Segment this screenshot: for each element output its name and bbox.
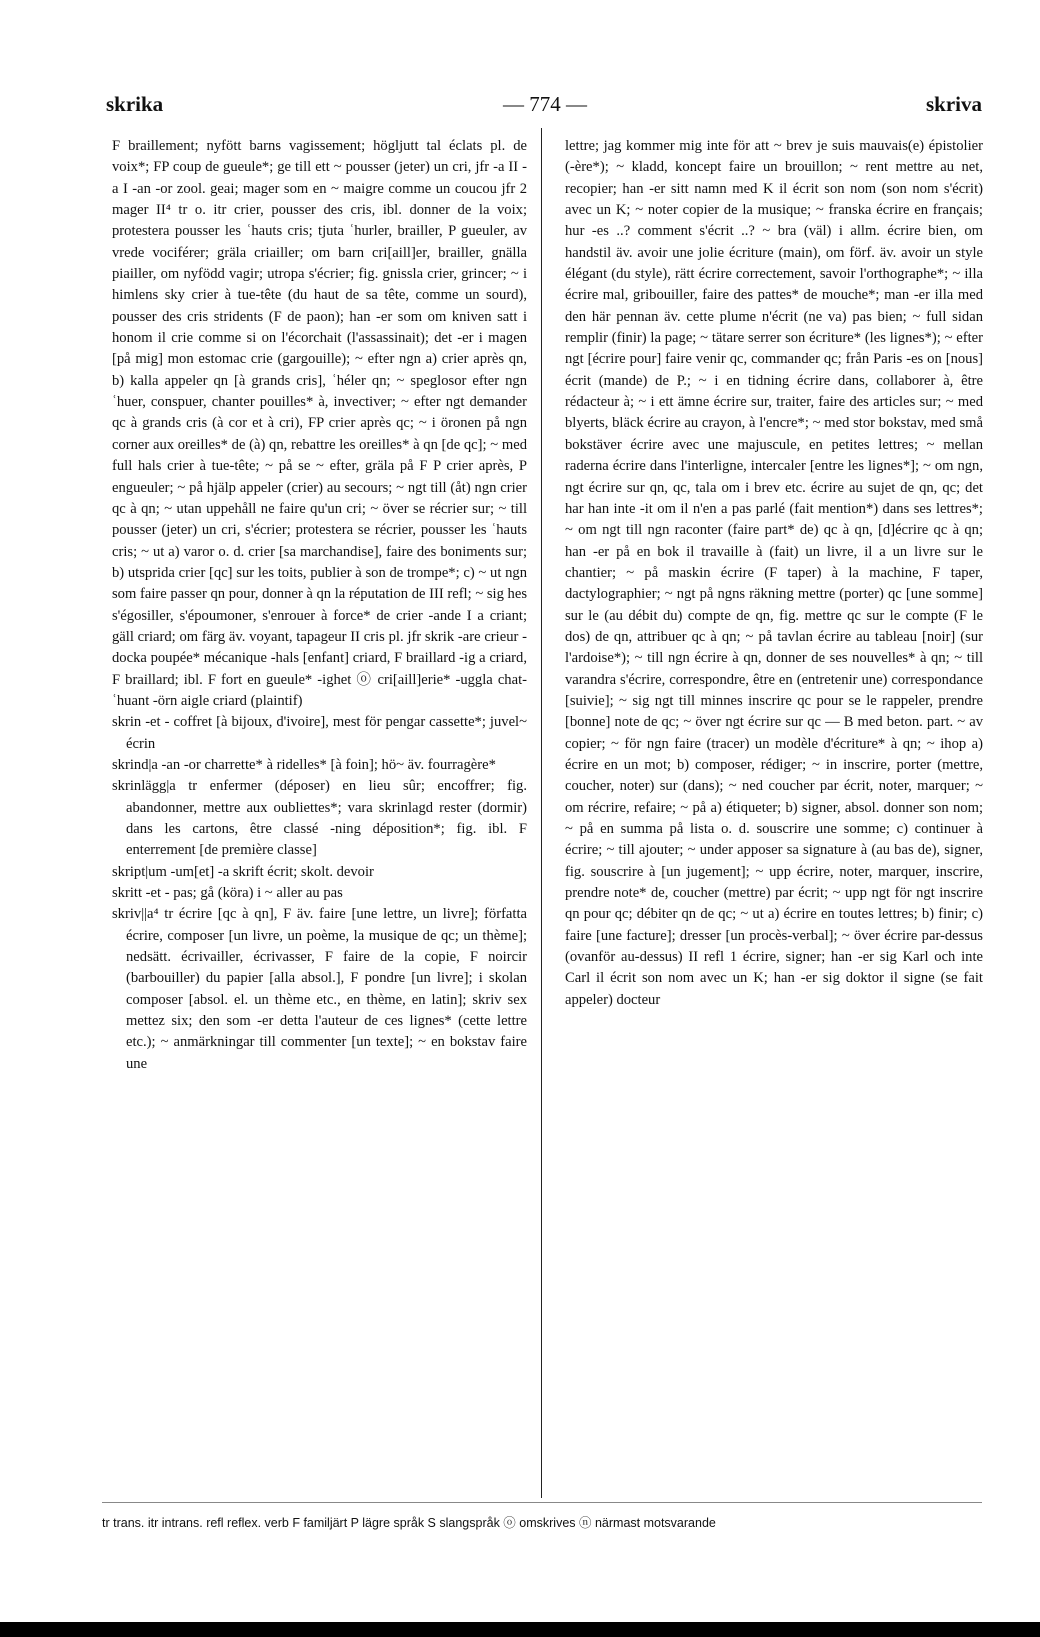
entry-skriva: skriv||a⁴ tr écrire [qc à qn], F äv. faire [une lettre, un livre]; författa écrire, composer [un livre, un poème, la musique de qc; un thème]; nedsätt. écrivailler, écrivasser, F faire de la copie, F noircir (barbouiller) du papier [alla absol.], F pondre [un livre]; i skolan composer [absol. el. un thème etc., en thème, en latin]; skriv sex mettez six; den som -er detta l'auteur de ces lignes* (cette lettre etc.); ~ anmärkningar till commenter [un texte]; ~ en bokstav faire une xyxy=(112,906,527,1072)
entry-skrika-continued: F braillement; nyfött barns vagissement; högljutt tal éclats pl. de voix*; FP coup de gueule*; ge till ett ~ pousser (jeter) un cri, jfr -a II -a I -an -or zool. geai; mager som en ~ maigre comme un coucou jfr 2 mager II⁴ tr o. itr crier, pousser des cris, ibl. donner de la voix; protestera pousser les ʿhauts cris; tjuta ʿhurler, brailler, P gueuler, av vrede vociférer; gräla criailler; om barn cri[aill]er, brailler, gnälla piailler, om nyfödd vagir; utropa s'écrier; fig. gnissla crier, grincer; ~ i himlens sky crier à tue-tête (du haut de sa tête, comme un sourd), pousser des cris stridents (F de paon); han -er som om kniven satt i honom il crie comme si on l'écorchait (l'assassinait); det -er i magen [på mig] mon estomac crie (gargouille); ~ efter ngn a) crier après qn, b) kalla appeler qn [à grands cris], ʿhéler qn; ~ speglosor efter ngn ʿhuer, conspuer, chanter pouilles* à, invectiver; ~ efter ngt demander qc à grands cris (à cor et à cri), FP crier après qc; ~ i öronen på ngn corner aux oreilles* de (à) qn, rebattre les oreilles* à qn [de qc]; ~ med full hals crier à tue-tête; ~ på se ~ efter, gräla på F P crier après, P engueuler; ~ på hjälp appeler (crier) au secours; ~ ngt till (åt) ngn crier qc à qn; ~ utan uppehåll ne faire qu'un cri; ~ över se récrier sur; ~ till pousser (jeter) un cri, s'écrier; protestera se récrier, pousser les ʿhauts cris; ~ ut a) varor o. d. crier [sa marchandise], faire des boniments sur; b) utsprida crier [qc] sur les toits, publier à son de trompe*; c) ~ ut ngn som faire passer qn pour, donner à qn la réputation de III refl; ~ sig hes s'égosiller, s'époumoner, s'enrouer à force* de crier -ande I a criant; gäll criard; om färg äv. voyant, tapageur II cris pl. jfr skrik -are crieur -docka poupée* mécanique -hals [enfant] criard, F braillard -ig a criard, F braillard; ibl. F fort en gueule* -ighet ⓞ cri[aill]erie* -uggla chat-ʿhuant -örn aigle criard (plaintif) xyxy=(112,138,527,709)
entry-skrin: skrin -et - coffret [à bijoux, d'ivoire], mest för pengar cassette*; juvel~ écrin xyxy=(112,714,527,752)
entry-skrinlagga: skrinlägg|a tr enfermer (déposer) en lieu sûr; encoffrer; fig. abandonner, mettre aux oubliettes*; vara skrinlagd rester (dormir) dans les cartons, être classé -ning déposition*; fig. ibl. F enterrement [de première classe] xyxy=(112,778,527,859)
right-column xyxy=(565,136,983,1011)
entry-skriptum: skript|um -um[et] -a skrift écrit; skolt. devoir xyxy=(112,863,374,880)
left-column xyxy=(112,136,527,1075)
header-left-guideword: skrika xyxy=(106,92,164,116)
entry-skrinda: skrind|a -an -or charrette* à ridelles* [à foin]; hö~ äv. fourragère* xyxy=(112,756,496,773)
entry-skriva-continued: lettre; jag kommer mig inte för att ~ brev je suis mauvais(e) épistolier (-ère*); ~ kladd, koncept faire un brouillon; ~ rent mettre au net, recopier; han -er sitt namn med K il écrit son nom (son nom s'écrit) avec un K; ~ noter copier de la musique; ~ franska écrire en français; hur -es ..? comment s'écrit ..? ~ bra (väl) i allm. écrire bien, om handstil äv. avoir une jolie écriture (main), om förf. äv. avoir un style élégant (du style), rätt écrire correctement, savoir l'orthographe*; ~ illa écrire mal, gribouiller, faire des pattes* de mouche*; man -er illa med den här pennan äv. cette plume n'écrit (ne va) pas bien; ~ full sidan remplir (finir) la page; ~ tätare serrer son écriture* (les lignes*); ~ efter ngt [écrire pour] faire venir qc, commander qc; från Paris -es on [nous] écrit (mande) de P.; ~ i en tidning écrire dans, collaborer à, être rédacteur à; ~ i ett ämne écrire sur, traiter, faire des articles sur; ~ med blyerts, bläck écrire au crayon, à l'encre*; ~ med stor bokstav, med små bokstäver écrire avec une majuscule, en petites lettres; ~ mellan raderna écrire dans l'interligne, intercaler [entre les lignes*]; ~ om ngn, ngt écrire sur qn, qc, tala om i brev etc. écrire au sujet de qn, qc; det har han inte -it om il n'en a pas parlé (fait mention*) dans ses lettres*; ~ om ngt till ngn raconter (faire part* de) qc à qn, [d]écrire qc à qn; han -er på en bok il travaille à (fait) un livre, il a un livre sur le chantier; ~ på maskin écrire (F taper) à la machine, F taper, dactylographier; ~ ngt på ngns räkning mettre (porter) qc [une somme] sur le (au débit du) compte de qn, fig. mettre qc sur le compte (F le dos) de qn, attribuer qc à qn; ~ på tavlan écrire au tableau [noir] (sur l'ardoise*); ~ till ngn écrire à qn, donner de ses nouvelles* à qn; ~ till varandra s'écrire, correspondre, être en (entretenir une) correspondance [suivie]; ~ sig ngt till minnes inscrire qc pour se le rappeler, prendre [bonne] note de qc; ~ över ngt écrire sur qc — B med beton. part. ~ av copier; ~ för ngn faire (tracer) un modèle d'écriture* à qn; ~ ihop a) écrire en un mot; b) composer, rédiger; ~ in inscrire, porter (mettre, coucher, noter) sur (dans); ~ ned coucher par écrit, noter, marquer; ~ om récrire, refaire; ~ på a) étiqueter; b) signer, absol. donner son nom; ~ på en summa på lista o. d. souscrire une somme; c) continuer à écrire; ~ till ajouter; ~ under apposer sa signature à (au bas de), signer, fig. souscrire à [un jugement]; ~ upp écrire, noter, marquer, inscrire, prendre note* de, coucher (mettre) par écrit; ~ upp ngt för ngt inscrire qn pour qc; débiter qn de qc; ~ ut a) écrire en toutes lettres; b) finir; c) faire [une facture]; dresser [un procès-verbal]; ~ över écrire par-dessus (ovanför au-dessus) II refl 1 écrire, signer; han -er sig Karl och inte Carl il écrit son nom avec un K; han -er sig doktor il signe (se fait appeler) docteur xyxy=(565,138,983,1008)
entry-skritt: skritt -et - pas; gå (köra) i ~ aller au pas xyxy=(112,885,343,902)
column-divider xyxy=(541,128,542,1498)
header-right-guideword: skriva xyxy=(925,92,982,116)
abbreviation-legend: tr trans. itr intrans. refl reflex. verb F familjärt P lägre språk S slangspråk ⓞ omskrives ⓝ närmast motsvarande xyxy=(102,1516,716,1530)
page-number: — 774 — xyxy=(503,92,587,116)
scan-edge-bar xyxy=(0,1622,1040,1637)
footer-rule xyxy=(102,1502,982,1503)
